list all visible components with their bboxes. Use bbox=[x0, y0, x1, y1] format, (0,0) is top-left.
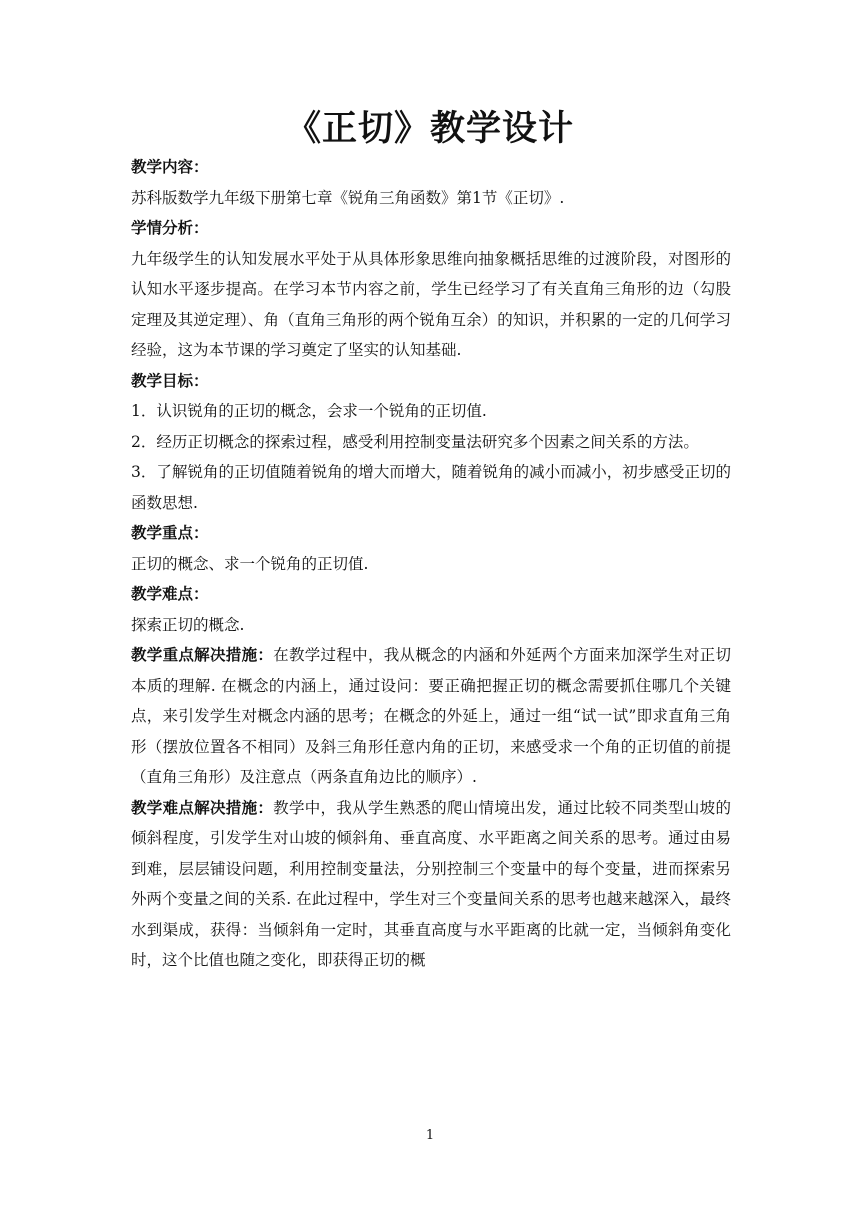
goal-item: 1．认识锐角的正切的概念，会求一个锐角的正切值. bbox=[131, 402, 487, 420]
difficulty-text: 探索正切的概念. bbox=[131, 615, 245, 634]
difficulty-measures-text: 教学中，我从学生熟悉的爬山情境出发，通过比较不同类型山坡的倾斜程度，引发学生对山坡的倾斜角、垂直高度、水平距离之间关系的思考。通过由易到难，层层铺设问题，利用控制变量法，分别控制三个变量中的每个变量，进而探索另外两个变量之间的关系. 在此过程中，学生对三个变量间关系的思考也越来越深入，最终水到渠成，获得：当倾斜角一定时，其垂直高度与水平距离的比就一定，当倾斜角变化时，这个比值也随之变化，即获得正切的概 bbox=[131, 798, 731, 969]
key-measures-text: 在教学过程中，我从概念的内涵和外延两个方面来加深学生对正切本质的理解. 在概念的内涵上，通过设问：要正确把握正切的概念需要抓住哪几个关键点，来引发学生对概念内涵的思考；在概念的外延上，通过一组“试一试”即求直角三角形（摆放位置各不相同）及斜三角形任意内角的正切，来感受求一个角的正切值的前提（直角三角形）及注意点（两条直角边比的顺序）. bbox=[131, 646, 731, 786]
key-measures-lead: 教学重点解决措施： bbox=[131, 646, 274, 664]
difficulty-measures-lead: 教学难点解决措施： bbox=[131, 798, 274, 817]
document-title: 《正切》教学设计 bbox=[285, 109, 574, 149]
analysis-text: 九年级学生的认知发展水平处于从具体形象思维向抽象概括思维的过渡阶段，对图形的认知水平逐步提高。在学习本节内容之前，学生已经学习了有关直角三角形的边（勾股定理及其逆定理）、角（直角三角形的两个锐角互余）的知识，并积累的一定的几何学习经验，这为本节课的学习奠定了坚实的认知基础. bbox=[131, 249, 731, 359]
goal-item: 2．经历正切概念的探索过程，感受利用控制变量法研究多个因素之间关系的方法。 bbox=[131, 432, 699, 451]
content-text: 苏科版数学九年级下册第七章《锐角三角函数》第1节《正切》. bbox=[131, 188, 565, 207]
section-heading-goals: 教学目标： bbox=[131, 371, 209, 390]
goal-item: 3．了解锐角的正切值随着锐角的增大而增大，随着锐角的减小而减小，初步感受正切的函数思想. bbox=[131, 463, 731, 512]
page-number: 1 bbox=[425, 1128, 435, 1143]
section-heading-key: 教学重点： bbox=[131, 524, 209, 542]
key-measures-paragraph bbox=[131, 640, 731, 793]
section-heading-analysis: 学情分析： bbox=[131, 219, 209, 237]
key-text: 正切的概念、求一个锐角的正切值. bbox=[131, 554, 369, 573]
section-heading-content: 教学内容： bbox=[131, 158, 209, 176]
difficulty-measures-paragraph bbox=[131, 793, 731, 976]
document-body bbox=[131, 152, 731, 976]
section-heading-difficulty: 教学难点： bbox=[131, 585, 209, 603]
